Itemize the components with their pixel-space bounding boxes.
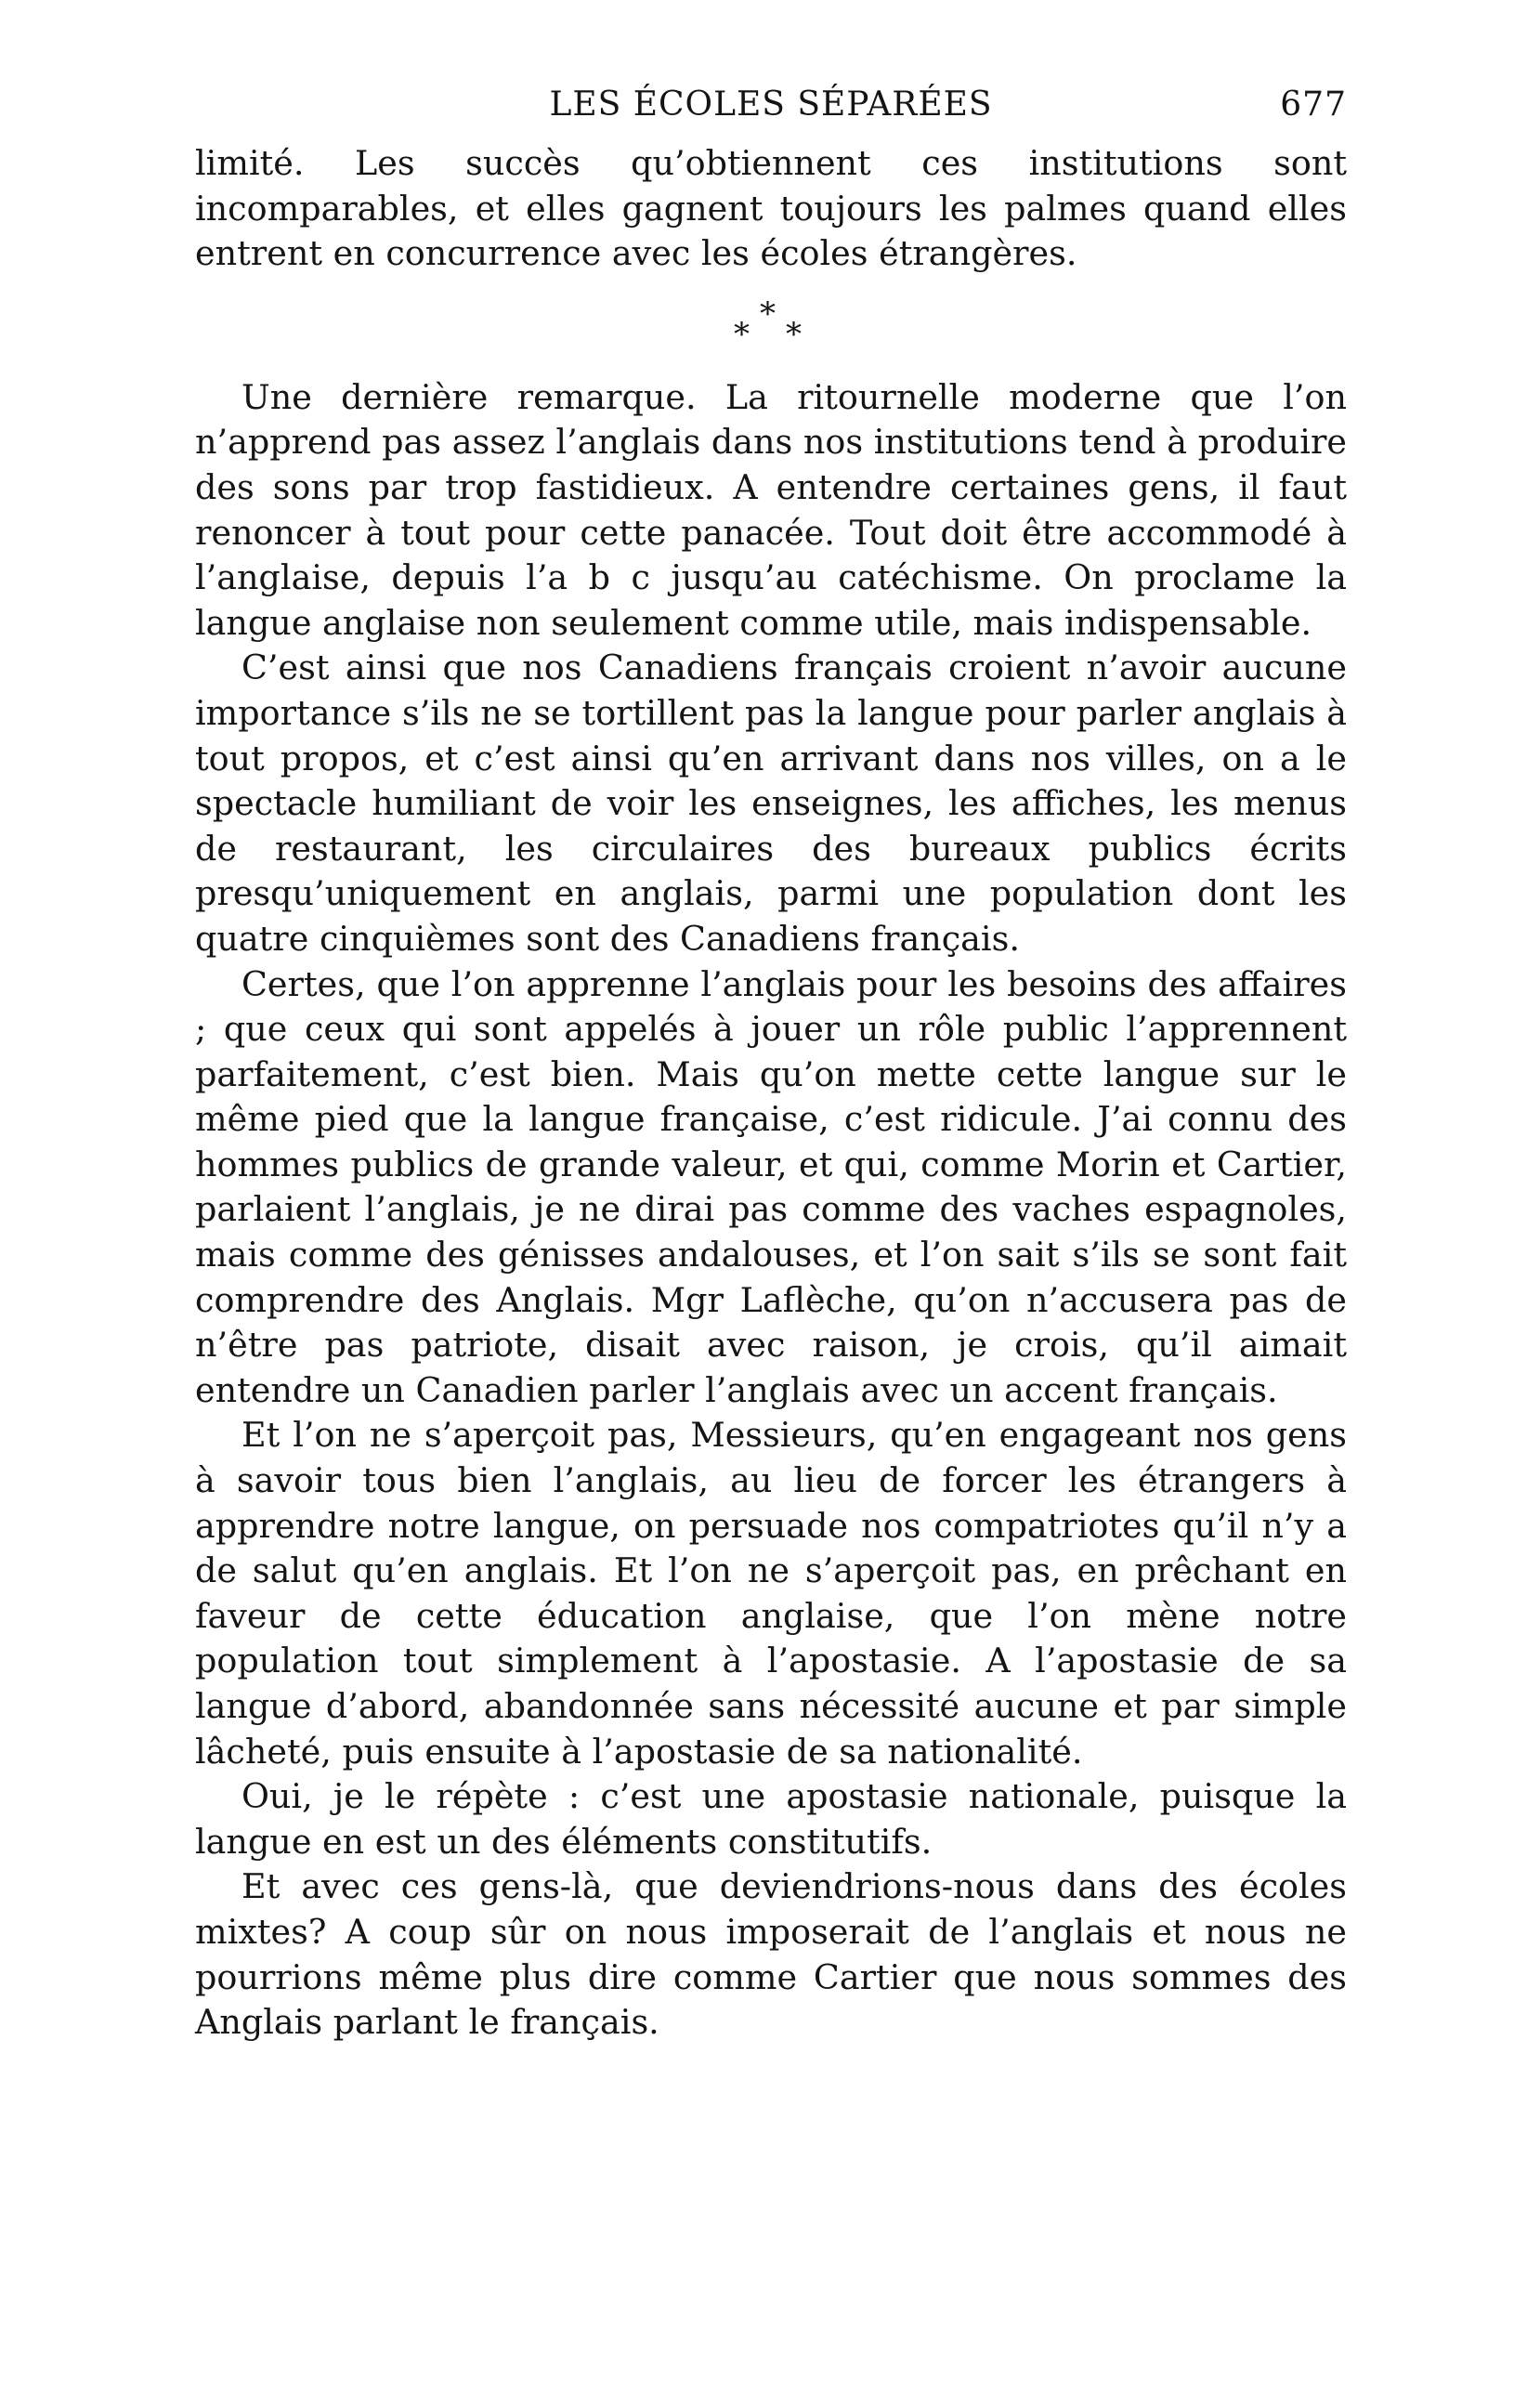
book-page: [195, 85, 1347, 2046]
running-title: LES ÉCOLES SÉPARÉES: [549, 85, 993, 124]
paragraph-7: Et avec ces gens-là, que deviendrions-nous dans des écoles mixtes? A coup sûr on nous imposerait de l’anglais et nous ne pourrions même plus dire comme Cartier que nous sommes des Anglais parlant le français.: [195, 1866, 1347, 2043]
separator-star: *: [760, 294, 776, 333]
separator-star: *: [786, 315, 802, 353]
paragraph-6: Oui, je le répète : c’est une apostasie nationale, puisque la langue en est un des éléments constitutifs.: [195, 1776, 1347, 1862]
page-number: 677: [1280, 85, 1347, 124]
separator-star: *: [734, 315, 750, 353]
paragraph-3: C’est ainsi que nos Canadiens français croient n’avoir aucune importance s’ils ne se tortillent pas la langue pour parler anglais à tout propos, et c’est ainsi qu’en arrivant dans nos villes, on a le spectacle humiliant de voir les enseignes, les affiches, les menus de restaurant, les circulaires des bureaux publics écrits presqu’uniquement en anglais, parmi une population dont les quatre cinquièmes sont des Canadiens français.: [195, 647, 1347, 959]
asterism-separator: [195, 277, 1347, 375]
paragraph-2: Une dernière remarque. La ritournelle moderne que l’on n’apprend pas assez l’anglais dans nos institutions tend à produire des sons par trop fastidieux. A entendre certaines gens, il faut renoncer à tout pour cette panacée. Tout doit être accommodé à l’anglaise, depuis l’a b c jusqu’au catéchisme. On proclame la langue anglaise non seulement comme utile, mais indispensable.: [195, 376, 1347, 643]
paragraph-5: Et l’on ne s’aperçoit pas, Messieurs, qu’en engageant nos gens à savoir tous bien l’anglais, au lieu de forcer les étrangers à apprendre notre langue, on persuade nos compatriotes qu’il n’y a de salut qu’en anglais. Et l’on ne s’aperçoit pas, en prêchant en faveur de cette éducation anglaise, que l’on mène notre population tout simplement à l’apostasie. A l’apostasie de sa langue d’abord, abandonnée sans nécessité aucune et par simple lâcheté, puis ensuite à l’apostasie de sa nationalité.: [195, 1415, 1347, 1772]
paragraph-4: Certes, que l’on apprenne l’anglais pour les besoins des affaires ; que ceux qui sont appelés à jouer un rôle public l’apprennent parfaitement, c’est bien. Mais qu’on mette cette langue sur le même pied que la langue française, c’est ridicule. J’ai connu des hommes publics de grande valeur, et qui, comme Morin et Cartier, parlaient l’anglais, je ne dirai pas comme des vaches espagnoles, mais comme des génisses andalouses, et l’on sait s’ils se sont fait comprendre des Anglais. Mgr Laflèche, qu’on n’accusera pas de n’être pas patriote, disait avec raison, je crois, qu’il aimait entendre un Canadien parler l’anglais avec un accent français.: [195, 963, 1347, 1410]
page-header: [195, 85, 1347, 141]
paragraph-1: limité. Les succès qu’obtiennent ces institutions sont incomparables, et elles gagnent toujours les palmes quand elles entrent en concurrence avec les écoles étrangères.: [195, 143, 1347, 274]
